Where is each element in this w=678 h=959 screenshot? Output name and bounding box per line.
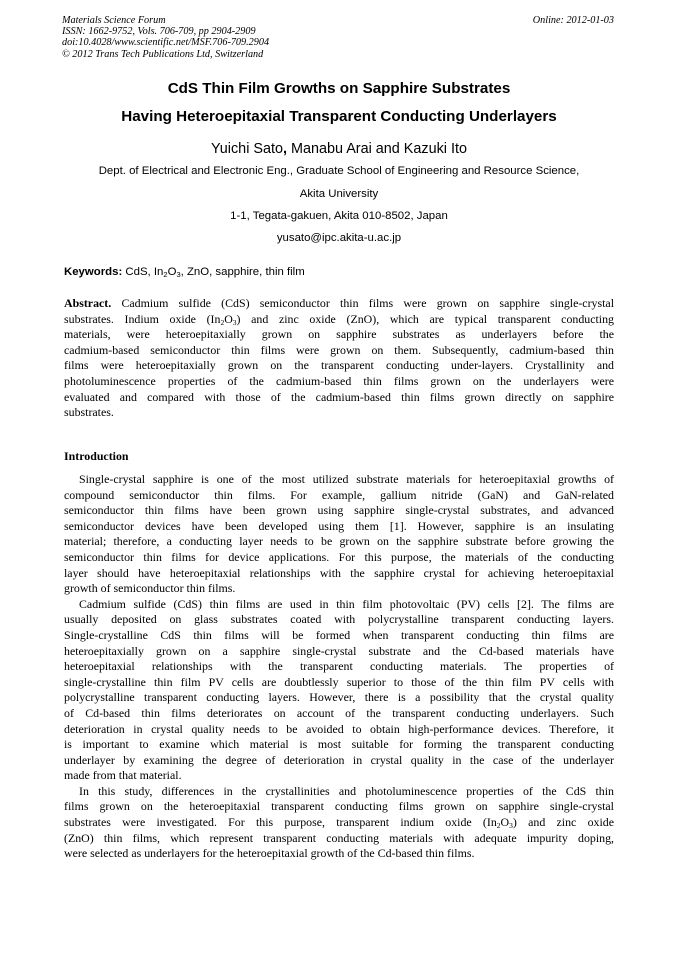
abstract-text: substrates. Indium oxide (In [64,311,221,326]
intro-line: heteroepitaxial relationships with the transparent conducting materials. The properties of [64,659,614,674]
intro-line: heteroepitaxially grown on a sapphire single-crystal substrate and the Cd-based materials have [64,643,614,658]
intro-line: Single-crystalline CdS thin films will be formed when transparent conducting thin films are [64,627,614,642]
intro-line: underlayer by examining the degree of deterioration in crystal quality in the case of the underlayer [64,752,614,767]
author-list [40,140,638,158]
subscript: 3 [176,270,181,279]
subscript: 2 [496,821,501,831]
subscript: 3 [232,317,237,327]
abstract-text: Cadmium sulfide (CdS) semiconductor thin films were grown on sapphire single-crystal [111,296,614,310]
journal-header [62,15,269,60]
paper-title-line-1: CdS Thin Film Growths on Sapphire Substrates [167,80,511,97]
subscript: 2 [220,317,225,327]
intro-line: is important to examine which material is most suitable for forming the transparent conducting [64,737,614,752]
abstract-line [64,312,614,328]
intro-text: substrates were investigated. For this purpose, transparent indium oxide (In [64,815,497,830]
keywords-text: , ZnO, sapphire, thin film [180,266,305,278]
abstract-line: materials, were heteroepitaxially grown on sapphire substrates as underlayers before the [64,327,614,342]
intro-text: ) and zinc oxide [512,815,614,830]
intro-line: single-crystalline thin film PV cells are doubtlessly superior to those of the thin film PV cells with [64,674,614,689]
affiliation-line-2: Akita University [299,188,379,200]
abstract-line: evaluated and compared with those of the cadmium-based thin films grown directly on sapphire [64,389,614,404]
abstract-line: cadmium-based semiconductor thin films were grown on them. Subsequently, cadmium-based thin [64,342,614,357]
paper-title-line-2: Having Heteroepitaxial Transparent Conducting Underlayers [121,108,557,125]
doi-line: doi:10.4028/www.scientific.net/MSF.706-709.2904 [62,37,270,49]
intro-line: of Cd-based thin films deteriorates on account of the transparent conducting underlayers. Such [64,705,614,720]
abstract-line: photoluminescence properties of the cadmium-based thin films grown on the underlayers were [64,373,614,388]
intro-line: material; therefore, a conducting layer needs to be grown on the sapphire substrate before growing the [64,534,614,549]
intro-line: compound semiconductor thin films. For example, gallium nitride (GaN) and GaN-related [64,487,614,502]
intro-text: O [500,815,510,830]
author-email: yusato@ipc.akita-u.ac.jp [276,232,402,244]
affiliation-line-1: Dept. of Electrical and Electronic Eng., Graduate School of Engineering and Resource Science, [98,165,580,177]
copyright-line: © 2012 Trans Tech Publications Ltd, Switzerland [62,48,264,60]
intro-line: (ZnO) thin films, which represent transparent conducting materials with adequate impurity doping, [64,830,614,845]
subscript: 2 [163,270,168,279]
keywords-text: CdS, In [122,266,164,278]
intro-line: Single-crystal sapphire is one of the most utilized substrate materials for heteroepitaxial growths of [79,472,614,486]
keywords-text: O [167,266,177,278]
issn-line: ISSN: 1662-9752, Vols. 706-709, pp 2904-2909 [62,26,256,38]
intro-line: usually deposited on glass substrates coated with polycrystalline transparent conducting layers. [64,612,614,627]
co-authors: Manabu Arai and Kazuki Ito [287,141,467,157]
intro-line: semiconductor devices have been developed using them [1]. However, sapphire is an insulating [64,518,614,533]
abstract-line [64,296,614,312]
intro-line: films grown on the heteroepitaxial transparent conducting films grown on sapphire single-crystal [64,799,614,814]
intro-line: In this study, differences in the crystallinities and photoluminescence properties of the CdS thin [79,783,614,798]
abstract-line: films were heteroepitaxially grown on the transparent conducting under-layers. Crystallinity and [64,358,614,373]
affiliation-address: 1-1, Tegata-gakuen, Akita 010-8502, Japan [230,210,448,222]
intro-line: semiconductor thin films have been grown using sapphire single-crystal substrates, and advanced [64,503,614,518]
abstract-label: Abstract. [64,296,112,310]
abstract-text: O [224,311,233,326]
intro-line: deterioration in crystal quality needs to be avoided to obtain high-performance devices. Therefore, it [64,721,614,736]
keywords-line [64,265,305,279]
intro-line: layer should have heteroepitaxial relationships with the sapphire crystal for achieving heteroepitaxial [64,565,614,580]
intro-line: polycrystalline transparent conducting layers. However, there is a possibility that the crystal quality [64,690,614,705]
intro-line [64,815,614,831]
intro-line: growth of semiconductor thin films. [64,581,236,596]
abstract-line: substrates. [64,405,114,420]
subscript: 3 [509,821,513,831]
abstract-text: ) and zinc oxide (ZnO), which are typical transparent conducting [236,311,614,326]
intro-line: semiconductor thin films for device applications. For this purpose, the materials of the conducting [64,549,614,564]
journal-name: Materials Science Forum [62,15,166,26]
intro-line: made from that material. [64,768,182,783]
section-heading-introduction: Introduction [64,449,129,463]
online-date: Online: 2012-01-03 [532,15,614,26]
intro-line: Cadmium sulfide (CdS) thin films are used in thin film photovoltaic (PV) cells [2]. The films are [79,596,614,611]
keywords-label: Keywords: [64,266,123,278]
first-author: Yuichi Sato [210,141,283,157]
introduction-section [64,472,614,862]
abstract-section [64,296,614,421]
author-separator: , [283,141,287,157]
intro-line: were selected as underlayers for the heteroepitaxial growth of the Cd-based thin films. [64,846,475,861]
